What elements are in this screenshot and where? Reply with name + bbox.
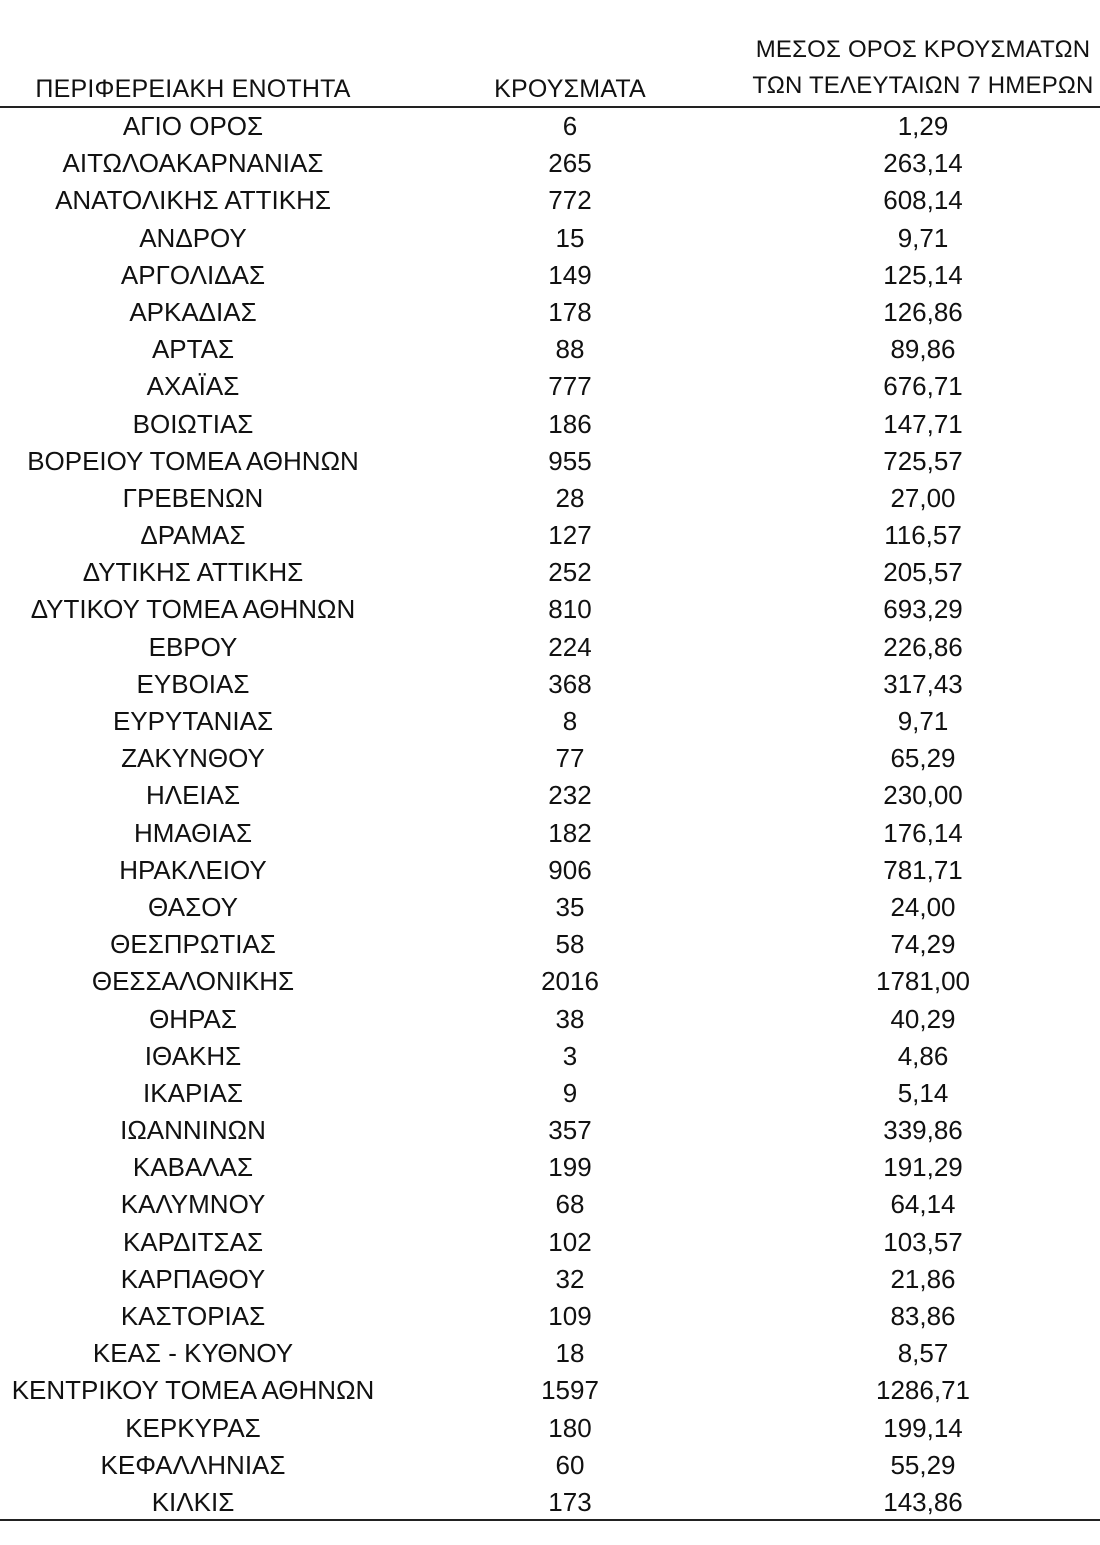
cell-region: ΚΑΒΑΛΑΣ bbox=[132, 1152, 254, 1183]
cell-region: ΚΙΛΚΙΣ bbox=[151, 1486, 235, 1517]
cell-region: ΚΑΡΠΑΘΟΥ bbox=[120, 1263, 266, 1294]
cell-average: 199,14 bbox=[883, 1412, 963, 1443]
cell-average: 5,14 bbox=[897, 1077, 949, 1108]
cell-cases: 32 bbox=[555, 1263, 585, 1294]
cell-average: 8,57 bbox=[897, 1338, 949, 1369]
cell-cases: 955 bbox=[548, 445, 592, 476]
cell-cases: 2016 bbox=[541, 966, 599, 997]
cell-cases: 224 bbox=[548, 631, 592, 662]
cell-cases: 178 bbox=[548, 296, 592, 327]
table-row bbox=[0, 703, 1100, 740]
cell-region: ΑΝΔΡΟΥ bbox=[139, 222, 247, 253]
cell-region: ΘΕΣΠΡΩΤΙΑΣ bbox=[110, 929, 276, 960]
table-row bbox=[0, 331, 1100, 368]
table-row bbox=[0, 889, 1100, 926]
cell-average: 781,71 bbox=[883, 854, 963, 885]
cell-average: 65,29 bbox=[890, 743, 956, 774]
table-row bbox=[0, 1298, 1100, 1335]
cell-average: 74,29 bbox=[890, 929, 956, 960]
cell-region: ΚΕΦΑΛΛΗΝΙΑΣ bbox=[100, 1449, 286, 1480]
cell-region: ΗΜΑΘΙΑΣ bbox=[133, 817, 253, 848]
table-body bbox=[0, 108, 1100, 1521]
table-row bbox=[0, 554, 1100, 591]
cell-region: ΑΡΚΑΔΙΑΣ bbox=[129, 296, 257, 327]
cell-cases: 38 bbox=[555, 1003, 585, 1034]
cell-cases: 77 bbox=[555, 743, 585, 774]
cell-cases: 173 bbox=[548, 1486, 592, 1517]
cell-cases: 772 bbox=[548, 185, 592, 216]
cell-region: ΔΥΤΙΚΟΥ ΤΟΜΕΑ ΑΘΗΝΩΝ bbox=[30, 594, 356, 625]
table-row bbox=[0, 666, 1100, 703]
cell-cases: 252 bbox=[548, 557, 592, 588]
table-row bbox=[0, 1224, 1100, 1261]
cell-average: 230,00 bbox=[883, 780, 963, 811]
cell-average: 608,14 bbox=[883, 185, 963, 216]
table-row bbox=[0, 182, 1100, 219]
cell-average: 191,29 bbox=[883, 1152, 963, 1183]
table-row bbox=[0, 406, 1100, 443]
cell-region: ΑΙΤΩΛΟΑΚΑΡΝΑΝΙΑΣ bbox=[62, 148, 324, 179]
cell-average: 263,14 bbox=[883, 148, 963, 179]
cell-cases: 58 bbox=[555, 929, 585, 960]
table-row bbox=[0, 815, 1100, 852]
table-row bbox=[0, 926, 1100, 963]
table-row bbox=[0, 1186, 1100, 1223]
cell-cases: 15 bbox=[555, 222, 585, 253]
cell-average: 89,86 bbox=[890, 334, 956, 365]
cell-cases: 3 bbox=[562, 1040, 578, 1071]
header-cases: ΚΡΟΥΣΜΑΤΑ bbox=[494, 75, 646, 103]
cell-region: ΙΚΑΡΙΑΣ bbox=[143, 1077, 243, 1108]
table-row bbox=[0, 108, 1100, 145]
cell-average: 116,57 bbox=[884, 520, 962, 551]
cell-region: ΒΟΙΩΤΙΑΣ bbox=[132, 408, 254, 439]
cell-average: 55,29 bbox=[890, 1449, 956, 1480]
cell-region: ΒΟΡΕΙΟΥ ΤΟΜΕΑ ΑΘΗΝΩΝ bbox=[27, 445, 359, 476]
cell-region: ΑΧΑΪΑΣ bbox=[146, 371, 240, 402]
cell-region: ΔΥΤΙΚΗΣ ΑΤΤΙΚΗΣ bbox=[82, 557, 304, 588]
cell-cases: 88 bbox=[555, 334, 585, 365]
cell-average: 725,57 bbox=[883, 445, 963, 476]
cell-cases: 1597 bbox=[541, 1375, 599, 1406]
cell-region: ΚΕΝΤΡΙΚΟΥ ΤΟΜΕΑ ΑΘΗΝΩΝ bbox=[11, 1375, 375, 1406]
table-row bbox=[0, 740, 1100, 777]
cell-average: 24,00 bbox=[890, 891, 956, 922]
table-row bbox=[0, 1484, 1100, 1521]
cell-average: 676,71 bbox=[883, 371, 963, 402]
cell-cases: 9 bbox=[562, 1077, 578, 1108]
cell-region: ΚΑΛΥΜΝΟΥ bbox=[120, 1189, 266, 1220]
cell-cases: 232 bbox=[548, 780, 592, 811]
cell-cases: 60 bbox=[555, 1449, 585, 1480]
cell-cases: 357 bbox=[548, 1115, 592, 1146]
cell-average: 226,86 bbox=[883, 631, 963, 662]
cell-cases: 8 bbox=[562, 706, 578, 736]
header-average bbox=[748, 32, 1098, 104]
table-row bbox=[0, 145, 1100, 182]
table-row bbox=[0, 1447, 1100, 1484]
cell-average: 83,86 bbox=[890, 1301, 956, 1331]
table-row bbox=[0, 1001, 1100, 1038]
table-row bbox=[0, 591, 1100, 628]
cell-average: 1,29 bbox=[897, 111, 949, 141]
cell-region: ΓΡΕΒΕΝΩΝ bbox=[122, 482, 264, 513]
cell-average: 143,86 bbox=[883, 1486, 963, 1517]
header-region: ΠΕΡΙΦΕΡΕΙΑΚΗ ΕΝΟΤΗΤΑ bbox=[35, 75, 351, 103]
cell-average: 103,57 bbox=[883, 1226, 963, 1257]
cell-cases: 127 bbox=[548, 520, 592, 551]
cell-average: 339,86 bbox=[883, 1115, 963, 1146]
table-row bbox=[0, 517, 1100, 554]
cell-cases: 102 bbox=[548, 1226, 592, 1257]
bottom-divider bbox=[0, 1519, 1100, 1521]
table-row bbox=[0, 443, 1100, 480]
cell-average: 147,71 bbox=[883, 408, 963, 439]
cell-region: ΙΘΑΚΗΣ bbox=[144, 1040, 242, 1071]
cell-average: 21,86 bbox=[890, 1263, 956, 1294]
cell-average: 126,86 bbox=[883, 296, 963, 327]
cell-region: ΕΥΒΟΙΑΣ bbox=[136, 668, 250, 699]
table-row bbox=[0, 629, 1100, 666]
cell-region: ΔΡΑΜΑΣ bbox=[140, 520, 246, 551]
cell-region: ΘΕΣΣΑΛΟΝΙΚΗΣ bbox=[91, 966, 295, 997]
table-row bbox=[0, 480, 1100, 517]
cell-region: ΚΕΡΚΥΡΑΣ bbox=[125, 1412, 261, 1443]
cell-region: ΑΡΓΟΛΙΔΑΣ bbox=[120, 259, 266, 290]
cell-cases: 180 bbox=[548, 1412, 592, 1443]
cell-region: ΑΓΙΟ ΟΡΟΣ bbox=[122, 111, 264, 141]
table-row bbox=[0, 220, 1100, 257]
table-row bbox=[0, 1075, 1100, 1112]
cell-region: ΚΑΣΤΟΡΙΑΣ bbox=[120, 1301, 266, 1331]
cell-region: ΕΥΡΥΤΑΝΙΑΣ bbox=[112, 706, 274, 736]
cell-cases: 265 bbox=[548, 148, 592, 179]
cell-average: 4,86 bbox=[897, 1040, 949, 1071]
table-header bbox=[0, 0, 1100, 108]
cell-cases: 18 bbox=[555, 1338, 585, 1369]
cell-region: ΘΗΡΑΣ bbox=[149, 1003, 237, 1034]
cell-region: ΚΕΑΣ - ΚΥΘΝΟΥ bbox=[92, 1338, 294, 1369]
cell-average: 317,43 bbox=[883, 668, 963, 699]
cell-region: ΚΑΡΔΙΤΣΑΣ bbox=[122, 1226, 264, 1257]
table-row bbox=[0, 963, 1100, 1000]
table-row bbox=[0, 1261, 1100, 1298]
cell-cases: 810 bbox=[548, 594, 592, 625]
cell-average: 9,71 bbox=[897, 706, 949, 736]
table-row bbox=[0, 852, 1100, 889]
table-row bbox=[0, 1112, 1100, 1149]
table-row bbox=[0, 368, 1100, 405]
cell-cases: 182 bbox=[548, 817, 592, 848]
header-average-line1: ΜΕΣΟΣ ΟΡΟΣ ΚΡΟΥΣΜΑΤΩΝ bbox=[755, 36, 1091, 63]
cell-cases: 109 bbox=[548, 1301, 592, 1331]
cell-cases: 149 bbox=[548, 259, 592, 290]
cell-average: 176,14 bbox=[883, 817, 963, 848]
cell-cases: 777 bbox=[548, 371, 592, 402]
cell-average: 64,14 bbox=[890, 1189, 956, 1220]
cell-average: 40,29 bbox=[890, 1003, 956, 1034]
table-row bbox=[0, 1149, 1100, 1186]
table-row bbox=[0, 257, 1100, 294]
cell-region: ΗΛΕΙΑΣ bbox=[145, 780, 241, 811]
cell-average: 27,00 bbox=[890, 482, 956, 513]
cell-average: 1286,71 bbox=[876, 1375, 970, 1406]
table-row bbox=[0, 294, 1100, 331]
table-row bbox=[0, 1335, 1100, 1372]
table-row bbox=[0, 1372, 1100, 1409]
table-row bbox=[0, 777, 1100, 814]
cell-cases: 35 bbox=[555, 891, 585, 922]
cell-region: ΕΒΡΟΥ bbox=[148, 631, 238, 662]
table-row bbox=[0, 1038, 1100, 1075]
cell-average: 205,57 bbox=[883, 557, 963, 588]
cell-region: ΖΑΚΥΝΘΟΥ bbox=[121, 743, 265, 774]
header-average-line2: ΤΩΝ ΤΕΛΕΥΤΑΙΩΝ 7 ΗΜΕΡΩΝ bbox=[752, 72, 1094, 99]
cell-average: 9,71 bbox=[897, 222, 949, 253]
cell-cases: 68 bbox=[555, 1189, 585, 1220]
cell-region: ΑΝΑΤΟΛΙΚΗΣ ΑΤΤΙΚΗΣ bbox=[55, 185, 331, 216]
cell-average: 125,14 bbox=[883, 259, 963, 290]
cell-region: ΑΡΤΑΣ bbox=[151, 334, 235, 365]
cell-region: ΘΑΣΟΥ bbox=[148, 891, 238, 922]
cell-cases: 6 bbox=[562, 111, 578, 141]
cell-average: 693,29 bbox=[883, 594, 963, 625]
cell-average: 1781,00 bbox=[876, 966, 970, 997]
cell-cases: 28 bbox=[555, 482, 585, 513]
cell-cases: 906 bbox=[548, 854, 592, 885]
cell-cases: 368 bbox=[548, 668, 592, 699]
cell-cases: 199 bbox=[548, 1152, 592, 1183]
cell-region: ΙΩΑΝΝΙΝΩΝ bbox=[120, 1115, 266, 1146]
cell-cases: 186 bbox=[548, 408, 592, 439]
cell-region: ΗΡΑΚΛΕΙΟΥ bbox=[119, 854, 267, 885]
table-row bbox=[0, 1410, 1100, 1447]
